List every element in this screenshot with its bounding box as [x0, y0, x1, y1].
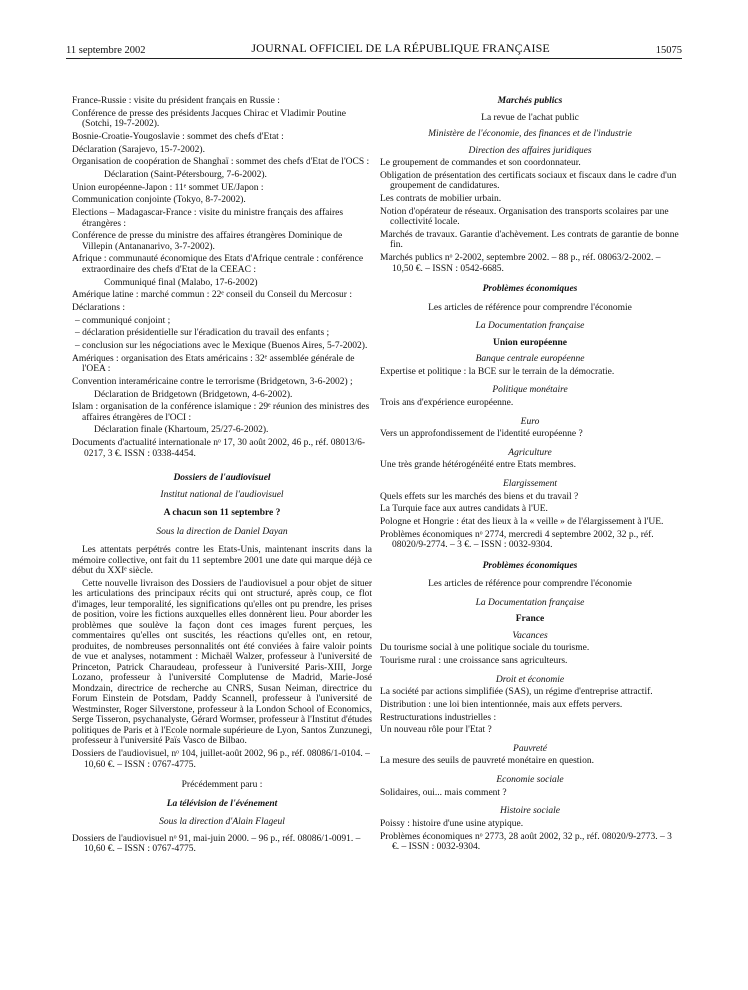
- section-subheading: Les articles de référence pour comprendre l'économie: [428, 302, 632, 313]
- text-line: Notion d'opérateur de réseaux. Organisation des transports scolaires par une collectivité locale.: [380, 206, 669, 228]
- section-subheading: Les articles de référence pour comprendre l'économie: [428, 579, 632, 590]
- text-line: Vers un approfondissement de l'identité européenne ?: [380, 429, 583, 440]
- topic-heading: France: [515, 614, 545, 625]
- article-title: La télévision de l'événement: [166, 798, 278, 809]
- section-heading: Problèmes économiques: [482, 284, 578, 295]
- rubric-heading: Direction des affaires juridiques: [468, 145, 592, 156]
- rubric-heading: Pauvreté: [513, 743, 547, 754]
- section-heading: Problèmes économiques: [482, 560, 578, 571]
- section-heading: Dossiers de l'audiovisuel: [173, 473, 271, 484]
- text-line: Déclaration de Bridgetown (Bridgetown, 4-6-2002).: [94, 389, 293, 400]
- rubric-heading: Vacances: [512, 630, 548, 641]
- text-line: Les contrats de mobilier urbain.: [380, 194, 502, 205]
- text-line: Trois ans d'expérience européenne.: [380, 398, 514, 408]
- header-page-number: 15075: [655, 45, 682, 56]
- publisher-line: La Documentation française: [475, 597, 585, 608]
- text-line: Marchés de travaux. Garantie d'achèvement. Les contrats de garantie de bonne fin.: [380, 229, 679, 251]
- text-line: Pologne et Hongrie : état des lieux à la « veille » de l'élargissement à l'UE.: [380, 516, 664, 527]
- text-line: Bosnie-Croatie-Yougoslavie : sommet des chefs d'Etat :: [72, 131, 284, 142]
- paragraph: Cette nouvelle livraison des Dossiers de l'audiovisuel a pour objet de situer les articulations des principaux récits qui ont structuré, après coup, ce flot d'images, leur temporalité, les significations qu'elles ont pu prendre, les prises de position, voire les fictions auxquelles elles donnèrent lieu. Pour aborder les problèmes que soulève la façon dont ces images furent perçues, les commentaires qu'elles ont suscités, les réactions qu'elles ont, en retour, produites, de nombreuses personnalités ont été conviées à faire valoir points de vue et analyses, notamment : Michaël Walzer, professeur à l'université de Princeton, Patrick Charaudeau, professeur à l'université Paris-XIII, Jorge Lozano, professeur à l'université Complutense de Madrid, Marie-José Mondzain, directrice de recherche au CNRS, Susan Neiman, directrice du Forum Einstein de Potsdam, Paddy Scannell, professeur à l'université de Westminster, Roger Silverstone, professeur à la London School of Economics, Serge Tisseron, psychanalyste, Gérard Wormser, professeur à l'Institut d'études politiques de Paris et à l'Ecole normale supérieure de Lyon, Santos Zunzunegi, professeur à l'université Païs Vasco de Bilbao.: [72, 578, 372, 747]
- text-line: France-Russie : visite du président français en Russie :: [72, 96, 280, 106]
- rubric-heading: Histoire sociale: [499, 806, 561, 817]
- section-heading: Marchés publics: [497, 96, 563, 106]
- rubric-heading: Politique monétaire: [492, 385, 568, 396]
- rubric-heading: Euro: [520, 416, 540, 427]
- rubric-heading: Droit et économie: [495, 674, 565, 685]
- text-line: Elections – Madagascar-France : visite du ministre français des affaires étrangères :: [72, 208, 344, 229]
- topic-heading: Union européenne: [493, 337, 567, 348]
- text-line: Amériques : organisation des Etats américains : 32ᵉ assemblée générale de l'OEA :: [72, 353, 355, 375]
- text-line: Déclarations :: [72, 302, 126, 313]
- text-line: Convention interaméricaine contre le terrorisme (Bridgetown, 3-6-2002) ;: [72, 376, 353, 387]
- text-line: Du tourisme social à une politique sociale du tourisme.: [380, 643, 590, 654]
- publisher-line: Ministère de l'économie, des finances et de l'industrie: [428, 129, 632, 139]
- text-line: La Turquie face aux autres candidats à l'UE.: [380, 504, 548, 515]
- text-line: Tourisme rural : une croissance sans agriculteurs.: [380, 656, 568, 666]
- page-header: [66, 40, 682, 56]
- text-line: La mesure des seuils de pauvreté monétaire en question.: [380, 756, 594, 767]
- text-line: Poissy : histoire d'une usine atypique.: [380, 818, 524, 829]
- text-line: Solidaires, oui... mais comment ?: [380, 787, 507, 798]
- rubric-heading: Agriculture: [508, 447, 552, 458]
- rubric-heading: Elargissement: [502, 478, 557, 489]
- text-line: Afrique : communauté économique des Etats d'Afrique centrale : conférence extraordinaire des chefs d'Etat de la CEEAC :: [72, 254, 364, 275]
- text-line: Une très grande hétérogénéité entre Etats membres.: [380, 460, 576, 471]
- text-line: Amérique latine : marché commun : 22ᵉ conseil du Conseil du Mercosur :: [72, 290, 352, 301]
- article-author: Sous la direction de Daniel Dayan: [156, 526, 288, 537]
- text-line: Union européenne-Japon : 11ᵉ sommet UE/Japon :: [72, 182, 264, 193]
- rubric-heading: Banque centrale européenne: [475, 354, 585, 365]
- rubric-heading: Economie sociale: [496, 774, 564, 785]
- text-line: Déclaration finale (Khartoum, 25/27-6-2002).: [94, 425, 269, 436]
- publisher-line: La Documentation française: [475, 321, 585, 332]
- text-line: Déclaration (Saint-Pétersbourg, 7-6-2002).: [104, 169, 267, 180]
- text-line: Obligation de présentation des certificats sociaux et fiscaux dans le cadre d'un groupement de candidatures.: [380, 170, 677, 192]
- text-line: Restructurations industrielles :: [380, 712, 497, 723]
- text-line: Communiqué final (Malabo, 17-6-2002): [104, 277, 258, 288]
- section-subheading: La revue de l'achat public: [481, 112, 579, 123]
- text-line: Islam : organisation de la conférence islamique : 29ᵉ réunion des ministres des affaires étrangères de l'OCI :: [72, 402, 370, 423]
- header-date: 11 septembre 2002: [66, 45, 146, 56]
- text-line: La société par actions simplifiée (SAS), un régime d'entreprise attractif.: [380, 687, 653, 698]
- list-item: – communiqué conjoint ;: [75, 315, 171, 326]
- text-line: Distribution : une loi bien intentionnée, mais aux effets pervers.: [380, 699, 623, 710]
- text-line: Déclaration (Sarajevo, 15-7-2002).: [72, 144, 205, 155]
- header-title: JOURNAL OFFICIEL DE LA RÉPUBLIQUE FRANÇAISE: [251, 41, 550, 55]
- publication-reference: Dossiers de l'audiovisuel, nᵒ 104, juillet-août 2002, 96 p., réf. 08086/1-0104. – 10,60 €. – ISSN : 0767-4775.: [72, 749, 370, 770]
- publication-reference: Marchés publics nᵒ 2-2002, septembre 2002. – 88 p., réf. 08063/2-2002. – 10,50 €. – ISSN : 0542-6685.: [380, 253, 661, 274]
- text-line: Expertise et politique : la BCE sur le terrain de la démocratie.: [380, 366, 615, 377]
- section-subheading: Institut national de l'audiovisuel: [160, 489, 284, 500]
- publication-reference: Problèmes économiques nᵒ 2773, 28 août 2002, 32 p., réf. 08020/9-2773. – 3 €. – ISSN : 0032-9304.: [380, 831, 672, 852]
- list-item: – déclaration présidentielle sur l'éradication du travail des enfants ;: [75, 328, 330, 339]
- paragraph: Les attentats perpétrés contre les Etats-Unis, maintenant inscrits dans la mémoire collective, ont fait du 11 septembre 2001 une date qui marque déjà ce début du XXIᵉ siècle.: [72, 545, 372, 577]
- article-title: A chacun son 11 septembre ?: [163, 508, 281, 519]
- text-line: Conférence de presse des présidents Jacques Chirac et Vladimir Poutine (Sotchi, 19-7-2002).: [72, 108, 346, 130]
- previously-published-label: Précédemment paru :: [181, 780, 263, 790]
- article-author: Sous la direction d'Alain Flageul: [159, 817, 285, 827]
- text-line: Conférence de presse du ministre des affaires étrangères Dominique de Villepin (Antananarivo, 3-7-2002).: [72, 231, 343, 252]
- publication-reference: Documents d'actualité internationale nᵒ 17, 30 août 2002, 46 p., réf. 08013/6-0217, 3 €. ISSN : 0338-4454.: [72, 438, 366, 459]
- text-line: Organisation de coopération de Shanghaï : sommet des chefs d'Etat de l'OCS :: [72, 157, 370, 168]
- list-item: – conclusion sur les négociations avec le Mexique (Buenos Aires, 5-7-2002).: [75, 341, 368, 351]
- text-line: Communication conjointe (Tokyo, 8-7-2002).: [72, 195, 246, 206]
- publication-reference: Dossiers de l'audiovisuel nᵒ 91, mai-juin 2000. – 96 p., réf. 08086/1-0091. – 10,60 €. – ISSN : 0767-4775.: [72, 833, 361, 854]
- header-rule: [66, 58, 682, 59]
- text-line: Un nouveau rôle pour l'Etat ?: [380, 725, 492, 736]
- publication-reference: Problèmes économiques nᵒ 2774, mercredi 4 septembre 2002, 32 p., réf. 08020/9-2774. – 3 €. – ISSN : 0032-9304.: [380, 529, 654, 551]
- text-line: Le groupement de commandes et son coordonnateur.: [380, 158, 581, 169]
- left-column: [72, 96, 372, 857]
- text-line: Quels effets sur les marchés des biens et du travail ?: [380, 491, 579, 502]
- right-column: [380, 96, 680, 855]
